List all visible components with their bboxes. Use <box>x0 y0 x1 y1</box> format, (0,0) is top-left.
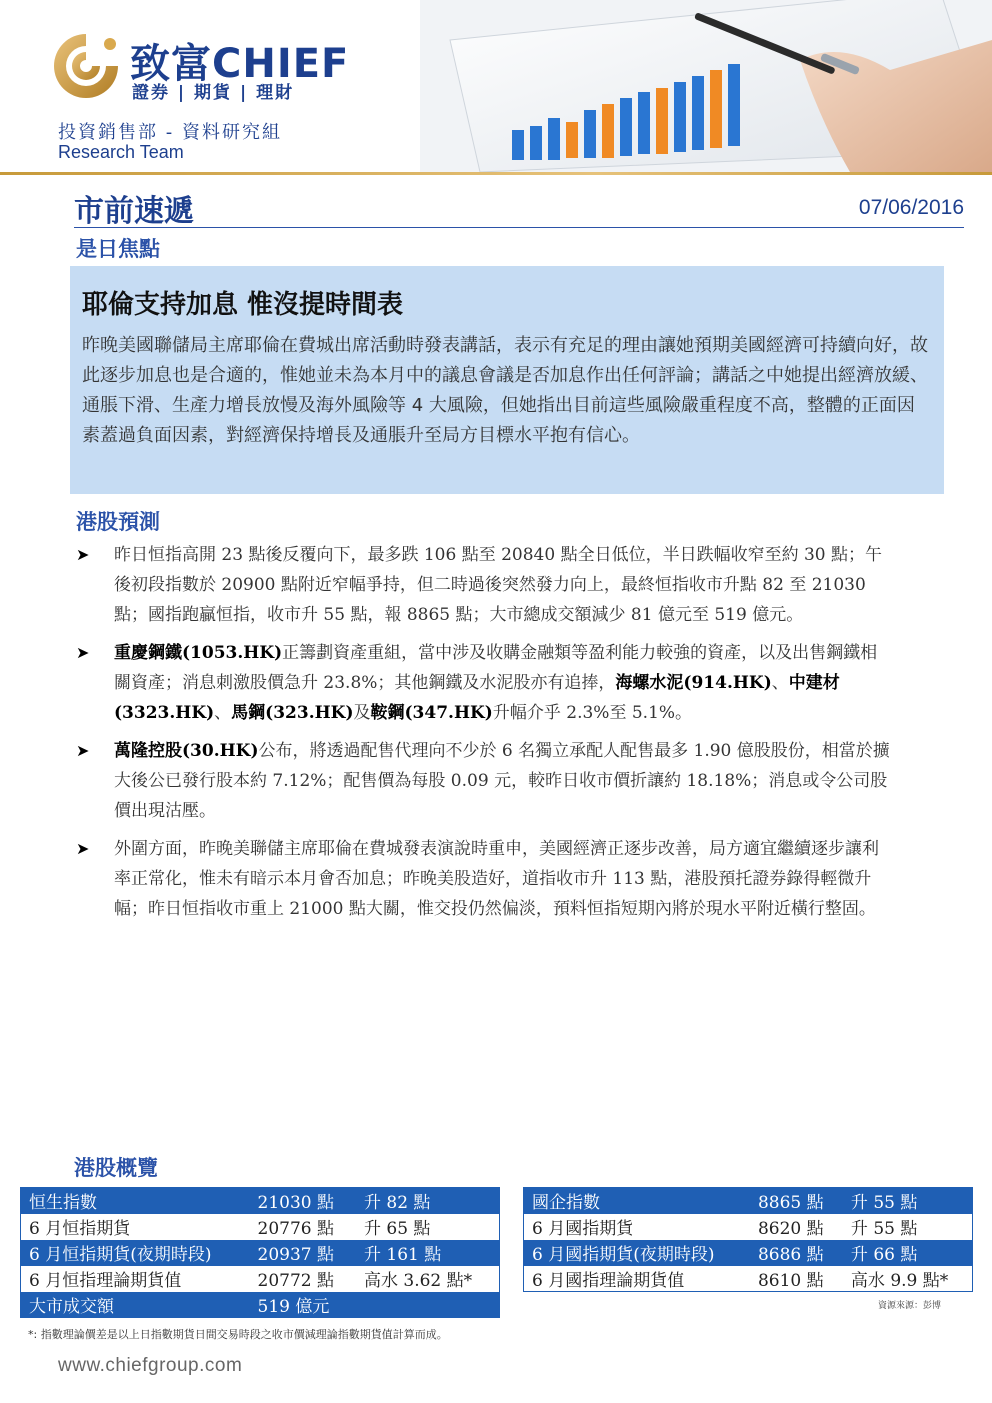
table-row <box>524 1214 973 1240</box>
stock-name: 重慶鋼鐵(1053.HK) <box>114 643 283 663</box>
focus-heading: 是日焦點 <box>76 237 160 261</box>
arrow-bullet-icon: ➤ <box>76 643 90 662</box>
row-change <box>356 1292 500 1318</box>
row-label: 6 月恒指理論期貨值 <box>21 1266 250 1292</box>
forecast-item-4 <box>74 834 894 924</box>
row-change: 升 66 點 <box>843 1240 973 1266</box>
row-label: 國企指數 <box>524 1188 750 1214</box>
hscei-overview-table <box>523 1187 973 1292</box>
row-change: 升 65 點 <box>356 1214 500 1240</box>
row-value: 20937 點 <box>250 1240 356 1266</box>
forecast-text: 升幅介乎 2.3%至 5.1%。 <box>492 703 693 723</box>
row-label: 大市成交額 <box>21 1292 250 1318</box>
arrow-bullet-icon: ➤ <box>76 741 90 760</box>
logo-name: 致富CHIEF <box>130 41 350 87</box>
stock-name: 海螺水泥(914.HK) <box>615 673 772 693</box>
website-link[interactable]: www.chiefgroup.com <box>58 1355 243 1376</box>
forecast-text: 、 <box>771 673 789 693</box>
forecast-item-1 <box>74 540 894 630</box>
stock-name: 萬隆控股(30.HK) <box>114 741 259 761</box>
row-change: 高水 3.62 點* <box>356 1266 500 1292</box>
row-value: 20772 點 <box>250 1266 356 1292</box>
company-logo <box>50 30 380 110</box>
row-label: 恒生指數 <box>21 1188 250 1214</box>
table-row <box>524 1266 973 1292</box>
row-value: 8865 點 <box>750 1188 843 1214</box>
forecast-item-3 <box>74 736 894 826</box>
table-row <box>21 1188 500 1214</box>
row-label: 6 月國指理論期貨值 <box>524 1266 750 1292</box>
table-row <box>524 1188 973 1214</box>
row-value: 20776 點 <box>250 1214 356 1240</box>
table-row <box>524 1240 973 1266</box>
table-row <box>21 1214 500 1240</box>
focus-body: 昨晚美國聯儲局主席耶倫在費城出席活動時發表講話，表示有充足的理由讓她預期美國經濟可持續向好，故此逐步加息也是合適的，惟她並未為本月中的議息會議是否加息作出任何評論；講話之中她提出經濟放緩、通脹下滑、生產力增長放慢及海外風險等 4 大風險，但她指出目前這些風險嚴重程度不高，整體的正面因素蓋過負面因素，對經濟保持增長及通脹升至局方目標水平抱有信心。 <box>82 335 928 446</box>
table-row <box>21 1240 500 1266</box>
report-date: 07/06/2016 <box>858 196 964 219</box>
department-name: 投資銷售部 - 資料研究組 <box>58 122 282 143</box>
row-change: 升 55 點 <box>843 1188 973 1214</box>
row-change: 升 161 點 <box>356 1240 500 1266</box>
row-value: 8620 點 <box>750 1214 843 1240</box>
row-value: 8686 點 <box>750 1240 843 1266</box>
header-chart-illustration <box>420 0 992 172</box>
forecast-text: 正籌劃資產重組，當中涉及收購金融類等盈利能力較強的資產，以及出售鋼鐵相關資產；消息刺激股價急升 23.8%；其他鋼鐵及水泥股亦有追捧， <box>114 643 878 693</box>
forecast-text: 及 <box>353 703 371 723</box>
hsi-overview-table <box>20 1187 500 1318</box>
table-row <box>21 1266 500 1292</box>
overview-heading: 港股概覽 <box>74 1156 158 1180</box>
stock-name: 中建材(3323.HK) <box>114 673 840 723</box>
row-label: 6 月恒指期貨(夜期時段) <box>21 1240 250 1266</box>
focus-box <box>70 266 944 494</box>
row-label: 6 月恒指期貨 <box>21 1214 250 1240</box>
forecast-text: 昨日恒指高開 23 點後反覆向下，最多跌 106 點至 20840 點全日低位，半日跌幅收窄至約 30 點；午後初段指數於 20900 點附近窄幅爭持，但二時過後突然發力向上，最終恒指收市升點 82 至 21030 點；國指跑贏恒指，收市升 55 點，報 8865 點；大市總成交額減少 81 億元至 519 億元。 <box>114 545 883 625</box>
report-header <box>0 0 992 178</box>
row-change: 升 82 點 <box>356 1188 500 1214</box>
forecast-heading: 港股預測 <box>76 510 160 534</box>
row-change: 升 55 點 <box>843 1214 973 1240</box>
arrow-bullet-icon: ➤ <box>76 839 90 858</box>
row-value: 519 億元 <box>250 1292 356 1318</box>
title-row <box>74 186 964 228</box>
focus-title: 耶倫支持加息 惟沒提時間表 <box>82 290 404 320</box>
forecast-text: 、 <box>214 703 232 723</box>
stock-name: 鞍鋼(347.HK) <box>370 703 493 723</box>
logo-tagline: 證券 | 期貨 | 理財 <box>132 83 295 103</box>
row-value: 21030 點 <box>250 1188 356 1214</box>
forecast-list <box>74 540 894 932</box>
chief-logo-icon <box>50 30 122 102</box>
stock-name: 馬鋼(323.HK) <box>231 703 354 723</box>
row-value: 8610 點 <box>750 1266 843 1292</box>
footnote: *: 指數理論價差是以上日指數期貨日間交易時段之收市價減理論指數期貨值計算而成。 <box>28 1328 448 1341</box>
report-title: 市前速遞 <box>74 194 194 229</box>
row-change: 高水 9.9 點* <box>843 1266 973 1292</box>
forecast-item-2 <box>74 638 894 728</box>
team-name: Research Team <box>58 142 184 162</box>
data-source: 資源來源：彭博 <box>878 1301 942 1311</box>
row-label: 6 月國指期貨(夜期時段) <box>524 1240 750 1266</box>
forecast-text: 公布，將透過配售代理向不少於 6 名獨立承配人配售最多 1.90 億股股份，相當於擴大後公已發行股本約 7.12%；配售價為每股 0.09 元，較昨日收市價折讓約 18.18%；消息或令公司股價出現沽壓。 <box>114 741 890 821</box>
forecast-text: 外圍方面，昨晚美聯儲主席耶倫在費城發表演說時重申，美國經濟正逐步改善，局方適宜繼續逐步讓利率正常化，惟未有暗示本月會否加息；昨晚美股造好，道指收市升 113 點，港股預托證券錄得輕微升幅；昨日恒指收市重上 21000 點大關，惟交投仍然偏淡，預料恒指短期內將於現水平附近橫行整固。 <box>114 839 879 919</box>
row-label: 6 月國指期貨 <box>524 1214 750 1240</box>
header-divider <box>0 172 992 175</box>
arrow-bullet-icon: ➤ <box>76 545 90 564</box>
table-row <box>21 1292 500 1318</box>
